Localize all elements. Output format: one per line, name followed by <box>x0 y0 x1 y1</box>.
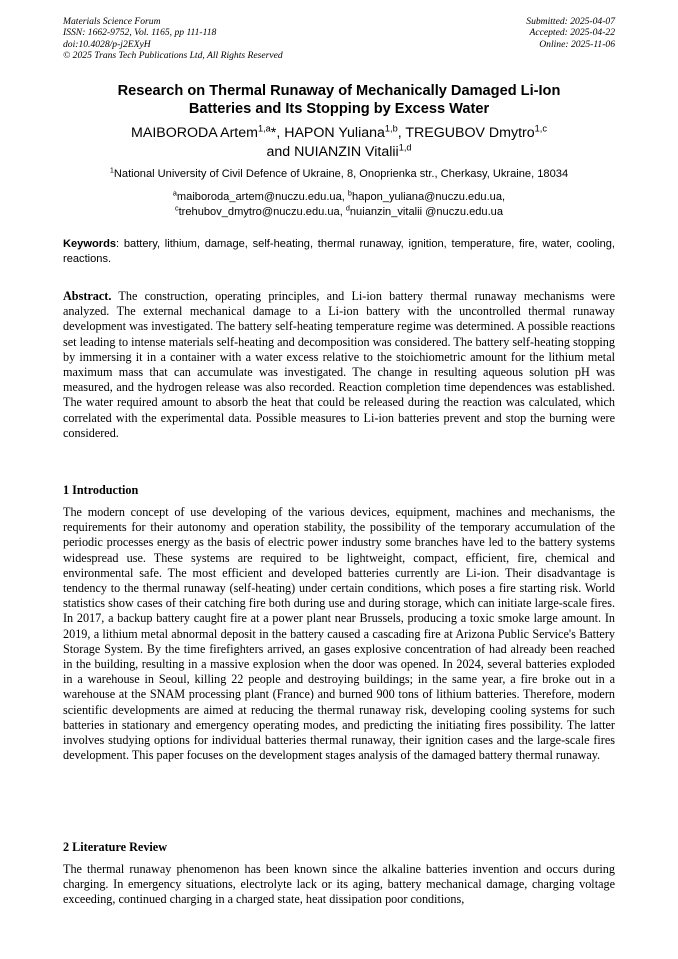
author-2-affil: 1,b <box>384 123 398 134</box>
email-d-mark: d <box>345 203 350 213</box>
author-2: HAPON Yuliana <box>280 125 385 141</box>
affiliation <box>40 167 638 181</box>
abstract-text: The construction, operating principles, and Li-ion battery thermal runaway mechanisms were analyzed. The external mechanical damage to a Li-ion battery with the uncontrolled thermal runaway development was investigated. The battery self-heating temperature regime was determined. A possible reactions set leading to intense materials self-heating and decomposition was considered. The battery self-heating stopping by immersing it in a container with a water excess relative to the stoichiometric amount for the lithium metal maximum mass that can accumulate was investigated. The change in resulting aqueous solution pH was measured, and the hydrogen release was also recorded. Reaction completion time dependences was established. The water required amount to absorb the heat that could be released during the reaction was calculated, which correlated with the experimental data. Possible measures to Li-ion batteries prevent and stop the burning were considered. <box>63 289 615 440</box>
email-a: maiboroda_artem@nuczu.edu.ua, <box>176 191 348 203</box>
email-b-mark: b <box>347 188 352 198</box>
author-4: and NUIANZIN Vitalii <box>266 144 399 160</box>
issn-line: ISSN: 1662-9752, Vol. 1165, pp 111-118 <box>63 27 217 39</box>
author-3: TREGUBOV Dmytro <box>401 125 535 141</box>
author-2-sep: , <box>397 125 402 141</box>
doi-line: doi:10.4028/p-j2EXyH <box>63 38 151 50</box>
affiliation-number: 1 <box>109 165 114 175</box>
email-a-mark: a <box>172 188 177 198</box>
keywords-text: : battery, lithium, damage, self-heating, thermal runaway, ignition, temperature, fire, water, cooling, reactions. <box>63 238 615 265</box>
accepted-date: Accepted: 2025-04-22 <box>529 27 615 39</box>
copyright-line: © 2025 Trans Tech Publications Ltd, All Rights Reserved <box>63 49 283 61</box>
title-line-1: Research on Thermal Runaway of Mechanically Damaged Li-Ion <box>117 83 561 99</box>
section-1-heading: 1 Introduction <box>63 483 139 497</box>
author-list <box>63 124 615 162</box>
authors-line-1 <box>63 124 615 143</box>
author-1-affil: 1,a <box>257 123 271 134</box>
emails-line-1 <box>63 190 615 205</box>
corresponding-mark: *, <box>270 125 281 141</box>
affiliation-text: National University of Civil Defence of Ukraine, 8, Onoprienka str., Cherkasy, Ukraine, 18034 <box>113 168 569 180</box>
email-c: trehubov_dmytro@nuczu.edu.ua, <box>178 206 346 218</box>
section-2-heading: 2 Literature Review <box>63 840 168 854</box>
journal-name: Materials Science Forum <box>63 16 161 27</box>
author-4-affil: 1,d <box>398 142 412 153</box>
abstract <box>63 289 615 441</box>
author-3-affil: 1,c <box>534 123 547 134</box>
authors-line-2 <box>63 143 615 162</box>
submitted-date: Submitted: 2025-04-07 <box>526 16 615 27</box>
paper-title <box>63 82 615 118</box>
author-emails <box>63 190 615 220</box>
keywords <box>63 237 615 267</box>
email-d: nuianzin_vitalii @nuczu.edu.ua <box>349 206 504 218</box>
abstract-label: Abstract. <box>63 289 112 303</box>
email-b: hapon_yuliana@nuczu.edu.ua, <box>351 191 506 203</box>
author-1: MAIBORODA Artem <box>131 125 258 141</box>
section-1-text: The modern concept of use developing of the various devices, equipment, machines and mechanisms, the requirements for their autonomy and operation stability, the possibility of the temporary accumulation of the periodic processes energy as the basis of electric power industry some branches have led to the battery systems widespread use. These systems are required to be lightweight, compact, efficient, fire, chemical and environmental safe. The most efficient and developed batteries currently are Li-ion. Their disadvantage is tendency to the thermal runaway (self-heating) under certain conditions, which poses a fire starting risk. World statistics show cases of their catching fire both during use and during storage, which can initiate large-scale fires. In 2017, a backup battery caught fire at a power plant near Brussels, producing a toxic smoke large amount. In 2019, a lithium metal abnormal deposit in the battery caused a cascading fire at Arizona Public Service's Battery Storage System. By the time firefighters arrived, an gases explosive concentration of had already been reached in the building, resulting in a massive explosion when the door was opened. In 2024, several batteries exploded in a warehouse in Seoul, killing 22 people and destroying buildings; in the same year, a fire broke out in a warehouse at the SNAM processing plant (France) and burned 900 tons of lithium batteries. Therefore, modern scientific developments are aimed at reducing the thermal runaway risk, developing cooling systems for such batteries in stationary and emergency operating modes, and predicting the initiating fires possibility. The latter involves studying options for individual batteries thermal runaway, their ignition cases and the large-scale fires development. This paper focuses on the development stages analysis of the damaged battery thermal runaway. <box>63 505 615 763</box>
section-2-text: The thermal runaway phenomenon has been known since the alkaline batteries invention and occurs during charging. In emergency situations, electrolyte lack or its aging, battery mechanical damage, charging voltage exceeding, continued charging in a charged state, heat dissipation poor conditions, <box>63 862 615 907</box>
header-right <box>526 16 615 50</box>
email-c-mark: c <box>174 203 179 213</box>
title-line-2: Batteries and Its Stopping by Excess Water <box>188 101 490 117</box>
header-left <box>63 16 283 61</box>
emails-line-2 <box>63 205 615 220</box>
online-date: Online: 2025-11-06 <box>539 38 615 50</box>
keywords-label: Keywords <box>63 238 117 250</box>
